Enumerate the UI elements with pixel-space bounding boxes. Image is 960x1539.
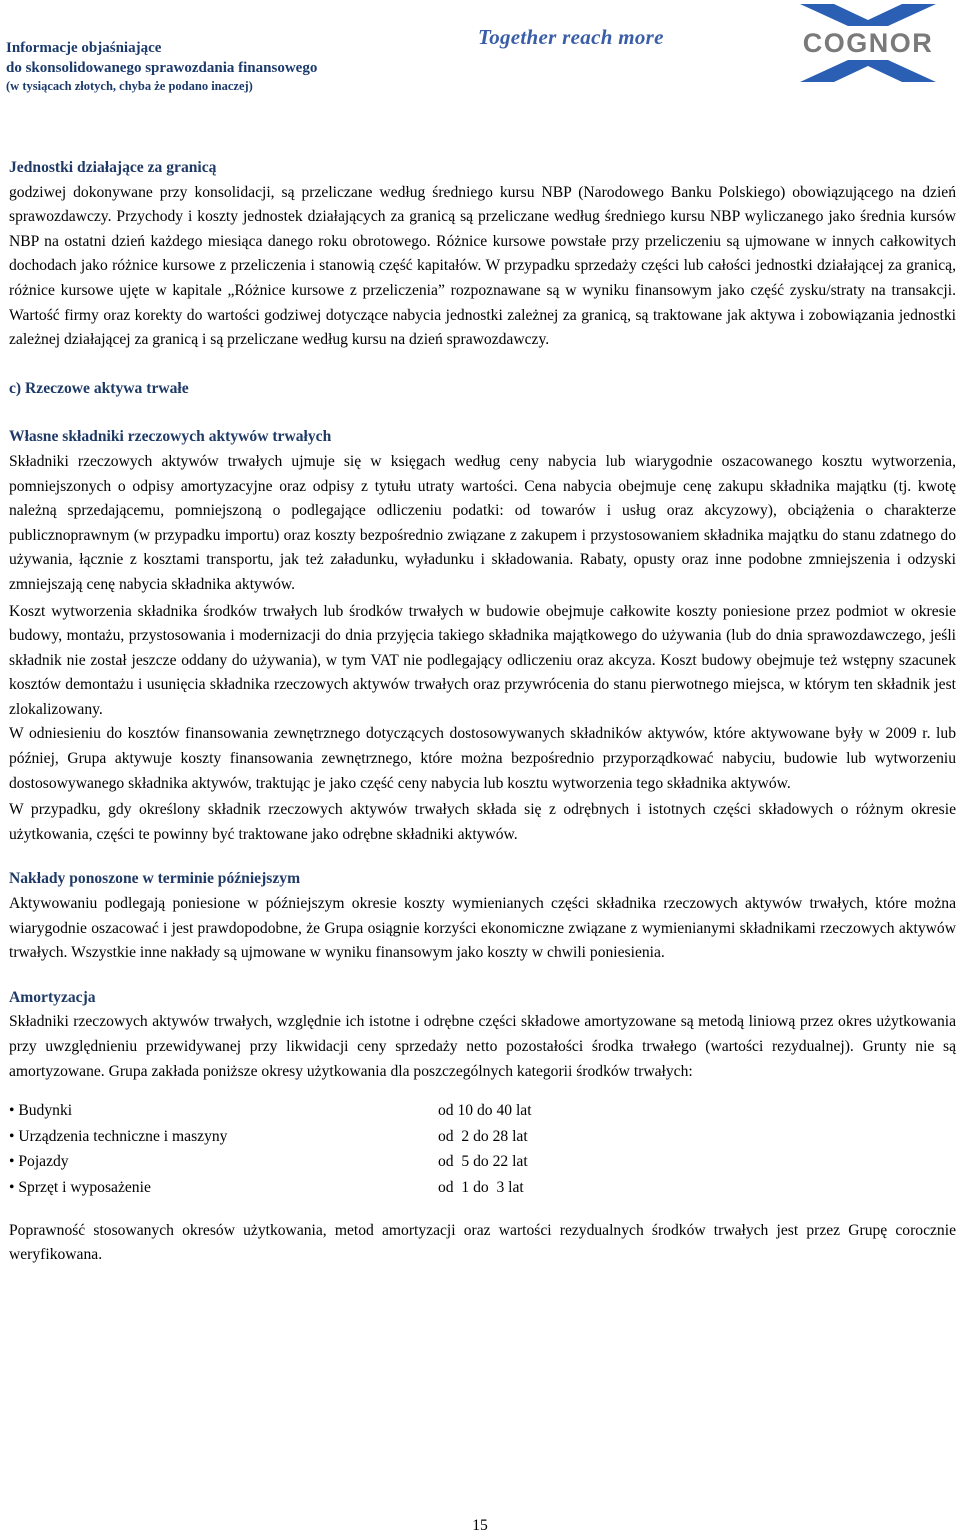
- company-logo: [792, 2, 944, 84]
- logo-wordmark: COGNOR: [802, 28, 934, 58]
- paragraph-subsequent-costs: Aktywowaniu podlegają poniesione w późniejszym okresie koszty wymienianych części składnika rzeczowych aktywów trwałych, które można wiarygodnie oszacować i jest prawdopodobne, że Grupa osiągnie korzyści ekonomiczne związane z wymienianymi składnikami rzeczowych aktywów trwałych. Wszystkie inne nakłady są ujmowane w wyniku finansowym jako koszty w chwili poniesienia.: [9, 895, 956, 962]
- heading-depreciation: Amortyzacja: [9, 988, 96, 1006]
- header-title-line1: Informacje objaśniające: [6, 40, 162, 56]
- list-item-name: • Urządzenia techniczne i maszyny: [9, 1127, 228, 1145]
- heading-ppe: c) Rzeczowe aktywa trwałe: [9, 379, 189, 397]
- page-number: 15: [472, 1517, 488, 1534]
- list-item-range: od 2 do 28 lat: [438, 1127, 528, 1145]
- document-body: [9, 156, 956, 1268]
- list-item-range: od 1 do 3 lat: [438, 1178, 524, 1196]
- useful-life-list: [9, 1098, 956, 1200]
- list-item: [9, 1175, 956, 1201]
- paragraph-own-ppe-4: W przypadku, gdy określony składnik rzeczowych aktywów trwałych składa się z odrębnych i istotnych części składowych o różnym okresie użytkowania, części te powinny być traktowane jako odrębne składniki aktywów.: [9, 801, 956, 843]
- paragraph-own-ppe-2: Koszt wytworzenia składnika środków trwałych lub środków trwałych w budowie obejmuje całkowite koszty poniesione przez podmiot w okresie budowy, montażu, przystosowania i modernizacji do dnia przyjęcia takiego składnika majątkowego do używania (lub do dnia sprawozdawczego, jeśli składnik nie został jeszcze oddany do używania), w tym VAT nie podlegający odliczeniu oraz akcyza. Koszt budowy obejmuje też wstępny szacunek kosztów demontażu i usunięcia składnika rzeczowych aktywów trwałych oraz przywrócenia do stanu pierwotnego miejsca, w którym ten składnik jest zlokalizowany.: [9, 602, 956, 718]
- list-item-name: • Budynki: [9, 1102, 73, 1120]
- list-item-name: • Sprzęt i wyposażenie: [9, 1178, 151, 1196]
- list-item: [9, 1124, 956, 1150]
- paragraph-verification: Poprawność stosowanych okresów użytkowania, metod amortyzacji oraz wartości rezydualnych środków trwałych jest przez Grupę corocznie weryfikowana.: [9, 1221, 956, 1264]
- header-subtitle: (w tysiącach złotych, chyba że podano inaczej): [6, 79, 253, 93]
- list-item-name: • Pojazdy: [9, 1153, 69, 1171]
- company-tagline: Together reach more: [478, 25, 664, 49]
- header-title-line2: do skonsolidowanego sprawozdania finansowego: [6, 60, 318, 76]
- list-item: [9, 1149, 956, 1175]
- document-header: [6, 38, 386, 94]
- list-item-range: od 10 do 40 lat: [438, 1102, 532, 1120]
- paragraph-own-ppe-1: Składniki rzeczowych aktywów trwałych ujmuje się w księgach według ceny nabycia lub wiarygodnie oszacowanego kosztu wytworzenia, pomniejszonych o odpisy amortyzacyjne oraz odpisy z tytułu utraty wartości. Cena nabycia obejmuje cenę zakupu składnika majątku (tj. kwotę należną sprzedającemu, pomniejszoną o podlegające odliczeniu podatki: od towarów i usług oraz akcyzowy), obciążenia o charakterze publicznoprawnym (w przypadku importu) oraz koszty bezpośrednio związane z zakupem i przystosowaniem składnika majątku do stanu zdatnego do używania, łącznie z kosztami transportu, jak też załadunku, wyładunku i składowania. Rabaty, opusty oraz inne podobne zmniejszenia i odzyski zmniejszają cenę nabycia składnika aktywów.: [9, 452, 956, 593]
- paragraph-own-ppe-3: W odniesieniu do kosztów finansowania zewnętrznego dotyczących dostosowywanych składników aktywów, które aktywowane były w 2009 r. lub później, Grupa aktywuje koszty finansowania zewnętrznego, które można bezpośrednio przyporządkować nabyciu, budowie lub wytworzeniu dostosowywanego składnika aktywów, traktując je jako część ceny nabycia lub kosztu wytworzenia tego składnika aktywów.: [9, 725, 956, 792]
- list-item-range: od 5 do 22 lat: [438, 1153, 528, 1171]
- heading-foreign-operations: Jednostki działające za granicą: [9, 159, 217, 176]
- paragraph-depreciation: Składniki rzeczowych aktywów trwałych, względnie ich istotne i odrębne części składowe amortyzowane są metodą liniową przez okres użytkowania przy uwzględnieniu przewidywanej przy likwidacji ceny sprzedaży netto pozostałości środka trwałego (wartości rezydualnej). Grunty nie są amortyzowane. Grupa zakłada poniższe okresy użytkowania dla poszczególnych kategorii środków trwałych:: [9, 1013, 956, 1080]
- heading-own-ppe: Własne składniki rzeczowych aktywów trwałych: [9, 428, 332, 446]
- list-item: [9, 1098, 956, 1124]
- heading-subsequent-costs: Nakłady ponoszone w terminie późniejszym: [9, 870, 301, 888]
- paragraph-foreign-operations: godziwej dokonywane przy konsolidacji, są przeliczane według średniego kursu NBP (Narodowego Banku Polskiego) obowiązującego na dzień sprawozdawczy. Przychody i koszty jednostek działających za granicą są przeliczane według średniego kursu NBP wyliczanego jako średnia kursów NBP na ostatni dzień każdego miesiąca danego roku obrotowego. Różnice kursowe powstałe przy przeliczeniu są ujmowane w innych całkowitych dochodach jako różnice kursowe z przeliczenia i stanowią część kapitałów. W przypadku sprzedaży części lub całości jednostki działającej za granicą, różnice kursowe ujęte w kapitale „Różnice kursowe z przeliczenia” rozpoznawane są w wyniku finansowym jako część zysku/straty na transakcji. Wartość firmy oraz korekty do wartości godziwej dotyczące nabycia jednostki zależnej za granicą, są traktowane jak aktywa i zobowiązania jednostki zależnej działającej za granicą i są przeliczane według kursu na dzień sprawozdawczy.: [9, 183, 956, 349]
